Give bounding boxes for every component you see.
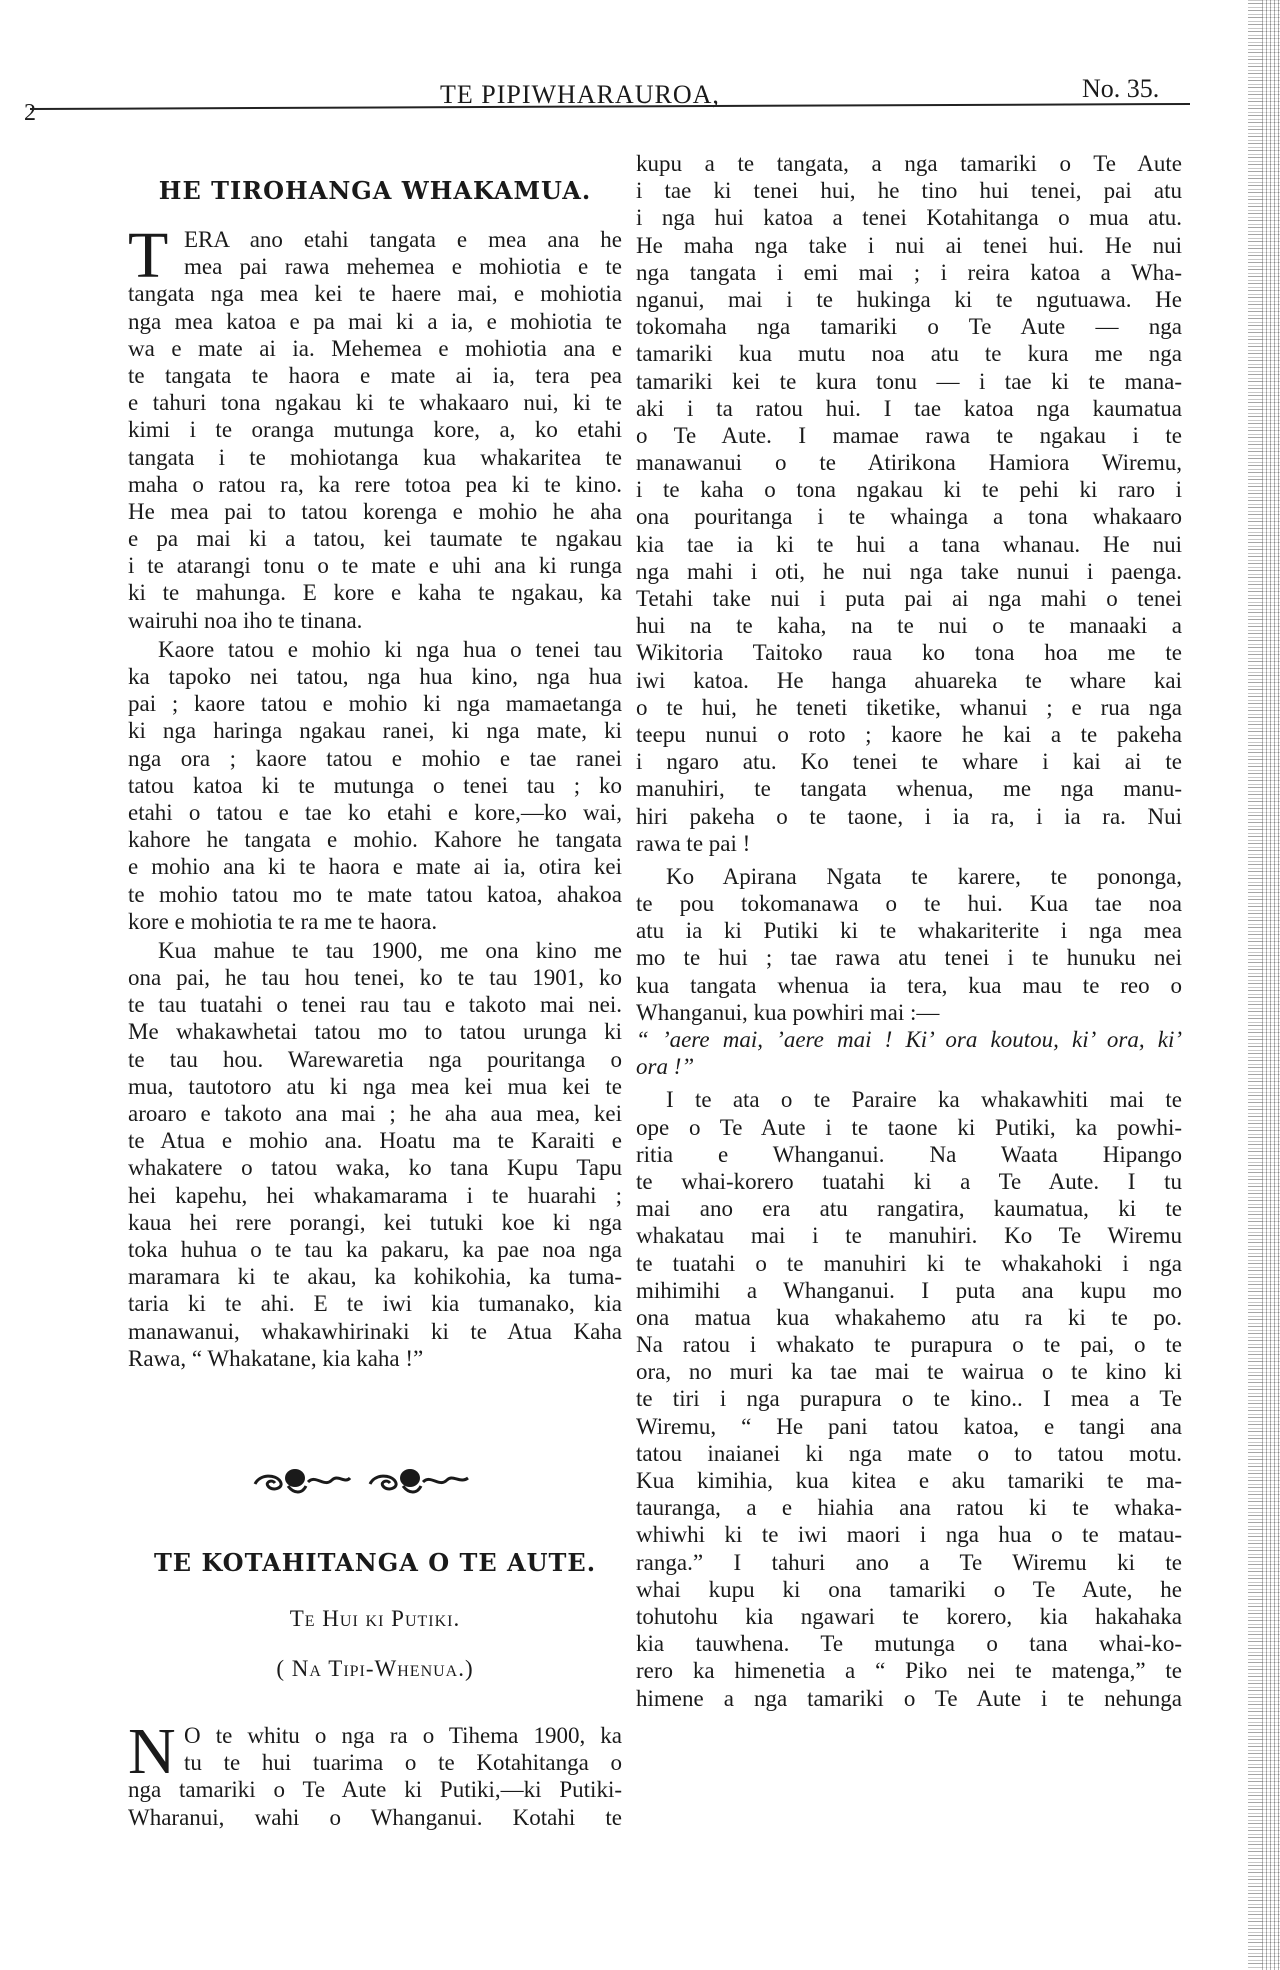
- text-line: te Atua e mohio ana. Hoatu ma te Karaiti e: [128, 1128, 622, 1154]
- text-line: e pa mai ki a tatou, kei taumate te ngakau: [128, 526, 622, 552]
- text-line: i ngaro atu. Ko tenei te whare i kai ai te: [636, 749, 1182, 775]
- text-line: i te kaha o tona ngakau ki te pehi ki raro i: [636, 477, 1182, 503]
- text-line: mo te hui ; tae rawa atu tenei i te hunuku nei: [636, 945, 1182, 971]
- article2-byline-block: [128, 1656, 622, 1682]
- text-line: i te atarangi tonu o te mate e uhi ana ki runga: [128, 553, 622, 579]
- text-line: e tahuri tona ngakau ki te whakaaro nui, ki te: [128, 390, 622, 416]
- text-line: e mohio ana ki te haora e mate ai ia, otira kei: [128, 854, 622, 880]
- text-line: whakatau mai i te manuhiri. Ko Te Wiremu: [636, 1223, 1182, 1249]
- text-line: ona matua kua whakahemo atu ra ki te po.: [636, 1304, 1182, 1330]
- article1-title: HE TIROHANGA WHAKAMUA.: [158, 176, 592, 205]
- text-line: mea pai rawa mehemea e mohiotia e te: [184, 254, 622, 280]
- text-line: nganui, mai i te hukinga ki te ngutuawa. He: [636, 286, 1182, 312]
- text-line: “ ’aere mai, ’aere mai ! Ki’ ora koutou, ki’ ora, ki’: [636, 1027, 1182, 1052]
- text-line: Tetahi take nui i puta pai ai nga mahi o tenei: [636, 586, 1182, 611]
- text-line: iwi katoa. He hanga ahuareka te whare kai: [636, 667, 1182, 693]
- text-line: taria ki te ahi. E te iwi kia tumanako, kia: [128, 1291, 622, 1317]
- text-line: Kaore tatou e mohio ki nga hua o tenei tau: [158, 636, 622, 662]
- text-line: rero ka himenetia a “ Piko nei te matenga,” te: [636, 1658, 1182, 1684]
- text-line: tokomaha nga tamariki o Te Aute — nga: [636, 314, 1182, 340]
- text-line: whiwhi ki te iwi maori i nga hua o te matau-: [636, 1522, 1182, 1548]
- text-line: tohutohu kia ngawari te korero, kia hakahaka: [636, 1603, 1182, 1629]
- text-line: mai ano era atu rangatira, kaumatua, ki te: [636, 1196, 1182, 1222]
- text-line: te tau tuatahi o tenei rau tau e takoto mai nei.: [128, 992, 622, 1018]
- text-line: O te whitu o nga ra o Tihema 1900, ka: [184, 1723, 622, 1748]
- text-line: maha o ratou ra, ka rere totoa pea ki te kino.: [128, 471, 622, 497]
- text-line: whai kupu ki ona tamariki o Te Aute, he: [636, 1576, 1182, 1602]
- article2-dropcap: N: [128, 1715, 176, 1788]
- text-line: o te hui, he teneti tiketike, whanui ; e rua nga: [636, 694, 1182, 720]
- article2-title-block: [128, 1548, 622, 1577]
- text-line: Wiremu, “ He pani tatou katoa, e tangi ana: [636, 1413, 1182, 1439]
- text-line: ona pai, he tau hou tenei, ko te tau 1901, ko: [128, 965, 622, 991]
- text-line: hiri pakeha o te taone, i ia ra, i ia ra. Nui: [636, 803, 1182, 829]
- text-line: Wikitoria Taitoko raua ko tona hoa me te: [636, 640, 1182, 666]
- text-line: ki nga haringa ngakau ranei, ki nga mate, ki: [128, 718, 622, 744]
- text-line: hui na te kaha, na te nui o te manaaki a: [636, 613, 1182, 639]
- text-line: tangata nga mea kei te haere mai, e mohiotia: [128, 281, 622, 307]
- article2-body-right: [636, 150, 1182, 1712]
- decorative-ornament-icon: [250, 1466, 480, 1496]
- text-line: te tuatahi o te manuhiri ki te whakahoki i nga: [636, 1250, 1182, 1276]
- article2-byline: ( Na Tipi-Whenua.): [276, 1656, 474, 1681]
- text-line: tatou katoa ki te mutunga o tenei tau ; ko: [128, 772, 622, 798]
- text-line: nga tamariki o Te Aute ki Putiki,—ki Putiki-: [128, 1777, 622, 1803]
- text-line: kia tae ia ki te hui a tana whanau. He nui: [636, 531, 1182, 557]
- text-line: nga mahi i oti, he nui nga take nunui i paenga.: [636, 558, 1182, 584]
- article2-title: TE KOTAHITANGA O TE AUTE.: [153, 1548, 597, 1577]
- text-line: etahi o tatou e tae ko etahi e kore,—ko wai,: [128, 799, 622, 825]
- text-line: ritia e Whanganui. Na Waata Hipango: [636, 1141, 1182, 1167]
- article1-body: [128, 219, 622, 1372]
- text-line: Whanganui, kua powhiri mai :—: [636, 999, 940, 1025]
- text-line: o Te Aute. I mamae rawa te ngakau i te: [636, 422, 1182, 448]
- text-line: teepu nunui o roto ; kaore he kai a te pakeha: [636, 721, 1182, 747]
- article2-subtitle-block: [128, 1606, 622, 1632]
- text-line: pai ; kaore tatou e mohio ki nga mamaetanga: [128, 691, 622, 717]
- text-line: I te ata o te Paraire ka whakawhiti mai te: [666, 1087, 1182, 1113]
- text-line: Kua mahue te tau 1900, me ona kino me: [158, 937, 622, 963]
- text-line: i nga hui katoa a tenei Kotahitanga o mua atu.: [636, 205, 1182, 231]
- text-line: kahore he tangata e mohio. Kahore he tangata: [128, 827, 622, 853]
- text-line: te tau hou. Warewaretia nga pouritanga o: [128, 1046, 622, 1072]
- text-line: nga mea katoa e pa mai ki a ia, e mohiotia te: [128, 308, 622, 334]
- text-line: aki i ta ratou hui. I tae katoa nga kaumatua: [636, 395, 1182, 421]
- text-line: ka tapoko nei tatou, nga hua kino, nga hua: [128, 664, 622, 689]
- text-line: aroaro e takoto ana mai ; he aha aua mea, kei: [128, 1101, 622, 1126]
- scan-edge-texture: [1262, 0, 1280, 1970]
- text-line: te tiri i nga purapura o te kino.. I mea a Te: [636, 1386, 1182, 1412]
- text-line: ona pouritanga i te whainga a tona whakaaro: [636, 504, 1182, 530]
- text-line: himene a nga tamariki o Te Aute i te nehunga: [636, 1685, 1182, 1711]
- text-line: He mea pai to tatou korenga e mohio he aha: [128, 498, 622, 524]
- article2-subtitle: Te Hui ki Putiki.: [289, 1606, 461, 1631]
- issue-number: No. 35.: [1082, 74, 1160, 103]
- text-line: tangata i te mohiotanga kua whakaritea te: [128, 444, 622, 470]
- text-line: nga tangata i emi mai ; i reira katoa a Wha-: [636, 259, 1182, 285]
- text-line: wairuhi noa iho te tinana.: [128, 607, 363, 633]
- text-line: te whai-korero tuatahi ki a Te Aute. I tu: [636, 1168, 1182, 1194]
- text-line: kimi i te oranga mutunga kore, a, ko etahi: [128, 417, 622, 443]
- text-line: tu te hui tuarima o te Kotahitanga o: [184, 1750, 622, 1776]
- text-line: kore e mohiotia te ra me te haora.: [128, 908, 438, 934]
- text-line: manuhiri, te tangata whenua, me nga manu-: [636, 776, 1182, 802]
- running-title: TE PIPIWHARAUROA,: [440, 80, 720, 109]
- text-line: hei kapehu, hei whakamarama i te huarahi ;: [128, 1182, 622, 1208]
- text-line: kia tauwhena. Te mutunga o tana whai-ko-: [636, 1631, 1182, 1657]
- text-line: i tae ki tenei hui, he tino hui tenei, pai atu: [636, 178, 1182, 204]
- text-line: tauranga, a e hiahia ana ratou ki te whaka-: [636, 1495, 1182, 1521]
- text-line: Rawa, “ Whakatane, kia kaha !”: [128, 1345, 424, 1371]
- text-line: kupu a te tangata, a nga tamariki o Te Aute: [636, 151, 1182, 176]
- text-line: kua tangata whenua ia tera, kua mau te reo o: [636, 972, 1182, 998]
- text-line: tatou inaianei ki nga mate o to tatou motu.: [636, 1440, 1182, 1466]
- article2-body-left: [128, 1715, 622, 1831]
- text-line: ki te mahunga. E kore e kaha te ngakau, ka: [128, 580, 622, 606]
- text-line: ora, no muri ka tae mai te wairua o te kino ki: [636, 1359, 1182, 1385]
- text-line: ope o Te Aute i te taone ki Putiki, ka powhi-: [636, 1114, 1182, 1140]
- text-line: mihimihi a Whanganui. I puta ana kupu mo: [636, 1277, 1182, 1303]
- text-line: Kua kimihia, kua kitea e aku tamariki te ma-: [636, 1468, 1182, 1493]
- text-line: maramara ki te akau, ka kohikohia, ka tuma-: [128, 1264, 622, 1290]
- text-line: ranga.” I tahuri ano a Te Wiremu ki te: [636, 1549, 1182, 1575]
- article1-title-block: [128, 176, 622, 205]
- text-line: te tangata te haora e mate ai ia, tera pea: [128, 362, 622, 388]
- text-line: Wharanui, wahi o Whanganui. Kotahi te: [128, 1804, 622, 1830]
- text-line: manawanui, whakawhirinaki ki te Atua Kaha: [128, 1318, 622, 1344]
- text-line: tamariki kua mutu noa atu te kura me nga: [636, 341, 1182, 367]
- text-line: atu ia ki Putiki ki te whakariterite i nga mea: [636, 918, 1182, 944]
- text-line: ora !”: [636, 1054, 695, 1080]
- text-line: manawanui o te Atirikona Hamiora Wiremu,: [636, 450, 1182, 476]
- text-line: rawa te pai !: [636, 830, 751, 856]
- text-line: whakatere o tatou waka, ko tana Kupu Tapu: [128, 1155, 622, 1181]
- text-line: wa e mate ai ia. Mehemea e mohiotia ana e: [128, 335, 622, 361]
- text-line: ERA ano etahi tangata e mea ana he: [184, 227, 622, 252]
- text-line: Ko Apirana Ngata te karere, te pononga,: [666, 863, 1182, 889]
- text-line: te pou tokomanawa o te hui. Kua tae noa: [636, 891, 1182, 917]
- text-line: kaua hei rere porangi, kei tutuki koe ki nga: [128, 1209, 622, 1235]
- article1-dropcap: T: [128, 219, 169, 292]
- text-line: mua, tautotoro atu ki nga mea kei mua kei te: [128, 1073, 622, 1099]
- text-line: toka huhua o te tau ka pakaru, ka pae noa nga: [128, 1236, 622, 1262]
- text-line: He maha nga take i nui ai tenei hui. He nui: [636, 232, 1182, 258]
- text-line: te mohio tatou mo te mate tatou katoa, ahakoa: [128, 881, 622, 907]
- page-number: 2: [24, 100, 36, 126]
- text-line: Me whakawhetai tatou mo to tatou urunga ki: [128, 1019, 622, 1045]
- text-line: nga ora ; kaore tatou e mohio e tae ranei: [128, 745, 622, 771]
- text-line: tamariki kei te kura tonu — i tae ki te mana-: [636, 368, 1182, 394]
- text-line: Na ratou i whakato te purapura o te pai, o te: [636, 1332, 1182, 1358]
